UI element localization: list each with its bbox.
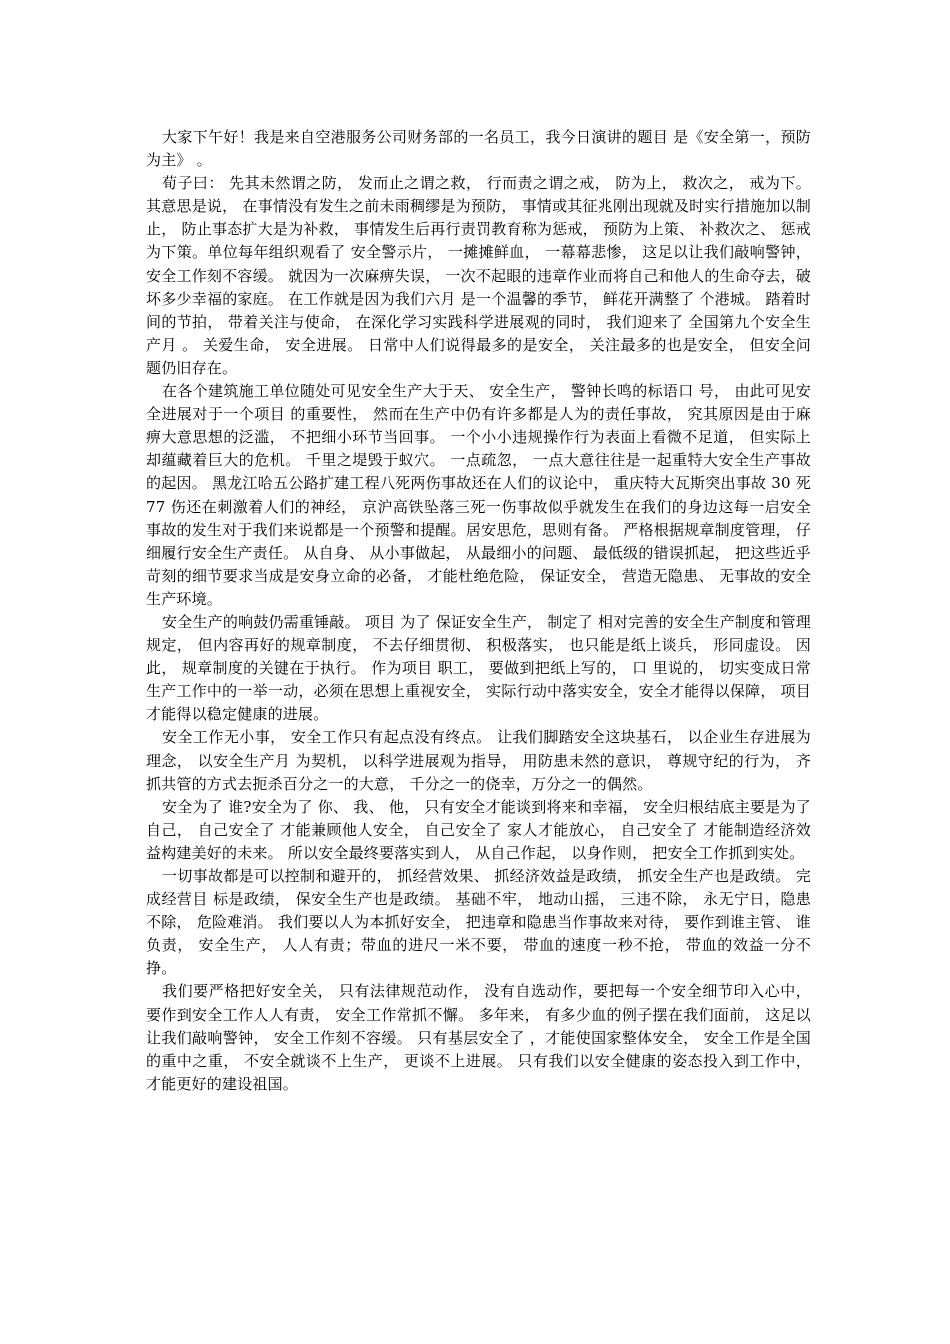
paragraph-greeting: 大家下午好！我是来自空港服务公司财务部的一名员工，我今日演讲的题目 是《安全第一，预防为主》 。 [146,128,811,170]
paragraph-regulations: 安全生产的响鼓仍需重锤敲。 项目 为了 保证安全生产， 制定了 相对完善的安全生产制度和管理规定， 但内容再好的规章制度， 不去仔细贯彻、 积极落实， 也只能是纸上谈兵， 形同虚设。 因此， 规章制度的关键在于执行。 作为项目 职工， 要做到把纸上写的， 口 里说的， 切实变成日常生产工作中的一举一动，必须在思想上重视安全， 实际行动中落实安全，安全才能得以保障， 项目 才能得以稳定健康的进展。 [146,612,811,724]
paragraph-safety-for-whom: 安全为了 谁?安全为了 你、 我、 他， 只有安全才能谈到将来和幸福， 安全归根结底主要是为了 自己， 自己安全了 才能兼顾他人安全， 自己安全了 家人才能放心， 自己安全了 才能制造经济效益构建美好的未来。 所以安全最终要落实到人， 从自己作起， 以身作则， 把安全工作抓到实处。 [146,797,811,862]
paragraph-xunzi: 荀子曰： 先其未然谓之防， 发而止之谓之救， 行而责之谓之戒， 防为上， 救次之， 戒为下。 其意思是说， 在事情没有发生之前未雨稠缪是为预防， 事情或其征兆刚出现就及时实行措施加以制止， 防止事态扩大是为补救， 事情发生后再行责罚教育称为惩戒， 预防为上策、 补救次之、 惩戒为下策。单位每年组织观看了 安全警示片， 一摊摊鲜血， 一幕幕悲惨， 这足以让我们敲响警钟， 安全工作刻不容缓。 就因为一次麻痹失误， 一次不起眼的违章作业而将自己和他人的生命夺去，破坏多少幸福的家庭。 在工作就是因为我们六月 是一个温馨的季节， 鲜花开满整了 个港城。 踏着时间的节拍， 带着关注与使命， 在深化学习实践科学进展观的同时， 我们迎来了 全国第九个安全生产月 。 关爱生命， 安全进展。 日常中人们说得最多的是安全， 关注最多的也是安全， 但安全问题仍旧存在。 [146,174,811,377]
paragraph-conclusion: 我们要严格把好安全关， 只有法律规范动作， 没有自选动作，要把每一个安全细节印入心中， 要作到安全工作人人有责， 安全工作常抓不懈。 多年来， 有多少血的例子摆在我们面前， 这足以让我们敲响警钟， 安全工作刻不容缓。 只有基层安全了 ，才能使国家整体安全， 安全工作是全国的重中之重， 不安全就谈不上生产， 更谈不上进展。 只有我们以安全健康的姿态投入到工作中， 才能更好的建设祖国。 [146,982,811,1093]
paragraph-accident-control: 一切事故都是可以控制和避开的， 抓经营效果、 抓经济效益是政绩， 抓安全生产也是政绩。 完成经营目 标是政绩， 保安全生产也是政绩。 基础不牢， 地动山摇， 三违不除， 永无宁日，隐患不除， 危险难消。 我们要以人为本抓好安全， 把违章和隐患当作事故来对待， 要作到谁主管、 谁负责， 安全生产， 人人有责；带血的进尺一米不要， 带血的速度一秒不抢， 带血的效益一分不挣。 [146,867,811,978]
paragraph-no-small-matters: 安全工作无小事， 安全工作只有起点没有终点。 让我们脚踏安全这块基石， 以企业生存进展为理念， 以安全生产月 为契机， 以科学进展观为指导， 用防患未然的意识， 尊规守纪的行为， 齐抓共管的方式去扼杀百分之一的大意， 千分之一的侥幸，万分之一的偶然。 [146,728,811,793]
paragraph-construction: 在各个建筑施工单位随处可见安全生产大于天、 安全生产， 警钟长鸣的标语口 号， 由此可见安全进展对于一个项目 的重要性， 然而在生产中仍有许多都是人为的责任事故， 究其原因是由于麻痹大意思想的泛滥， 不把细小环节当回事。 一个小小违规操作行为表面上看微不足道， 但实际上却蕴藏着巨大的危机。 千里之堤毁于蚁穴。 一点疏忽， 一点大意往往是一起重特大安全生产事故的起因。 黑龙江哈五公路扩建工程八死两伤事故还在人们的议论中， 重庆特大瓦斯突出事故 30 死 77 伤还在刺激着人们的神经， 京沪高铁坠落三死一伤事故似乎就发生在我们的身边这每一启安全事故的发生对于我们来说都是一个预警和提醒。居安思危，思则有备。 严格根据规章制度管理， 仔细履行安全生产责任。 从自身、 从小事做起， 从最细小的问题、 最低级的错误抓起， 把这些近乎苛刻的细节要求当成是安身立命的必备， 才能杜绝危险， 保证安全， 营造无隐患、 无事故的安全生产环境。 [146,382,811,608]
document-page [146,126,811,1096]
